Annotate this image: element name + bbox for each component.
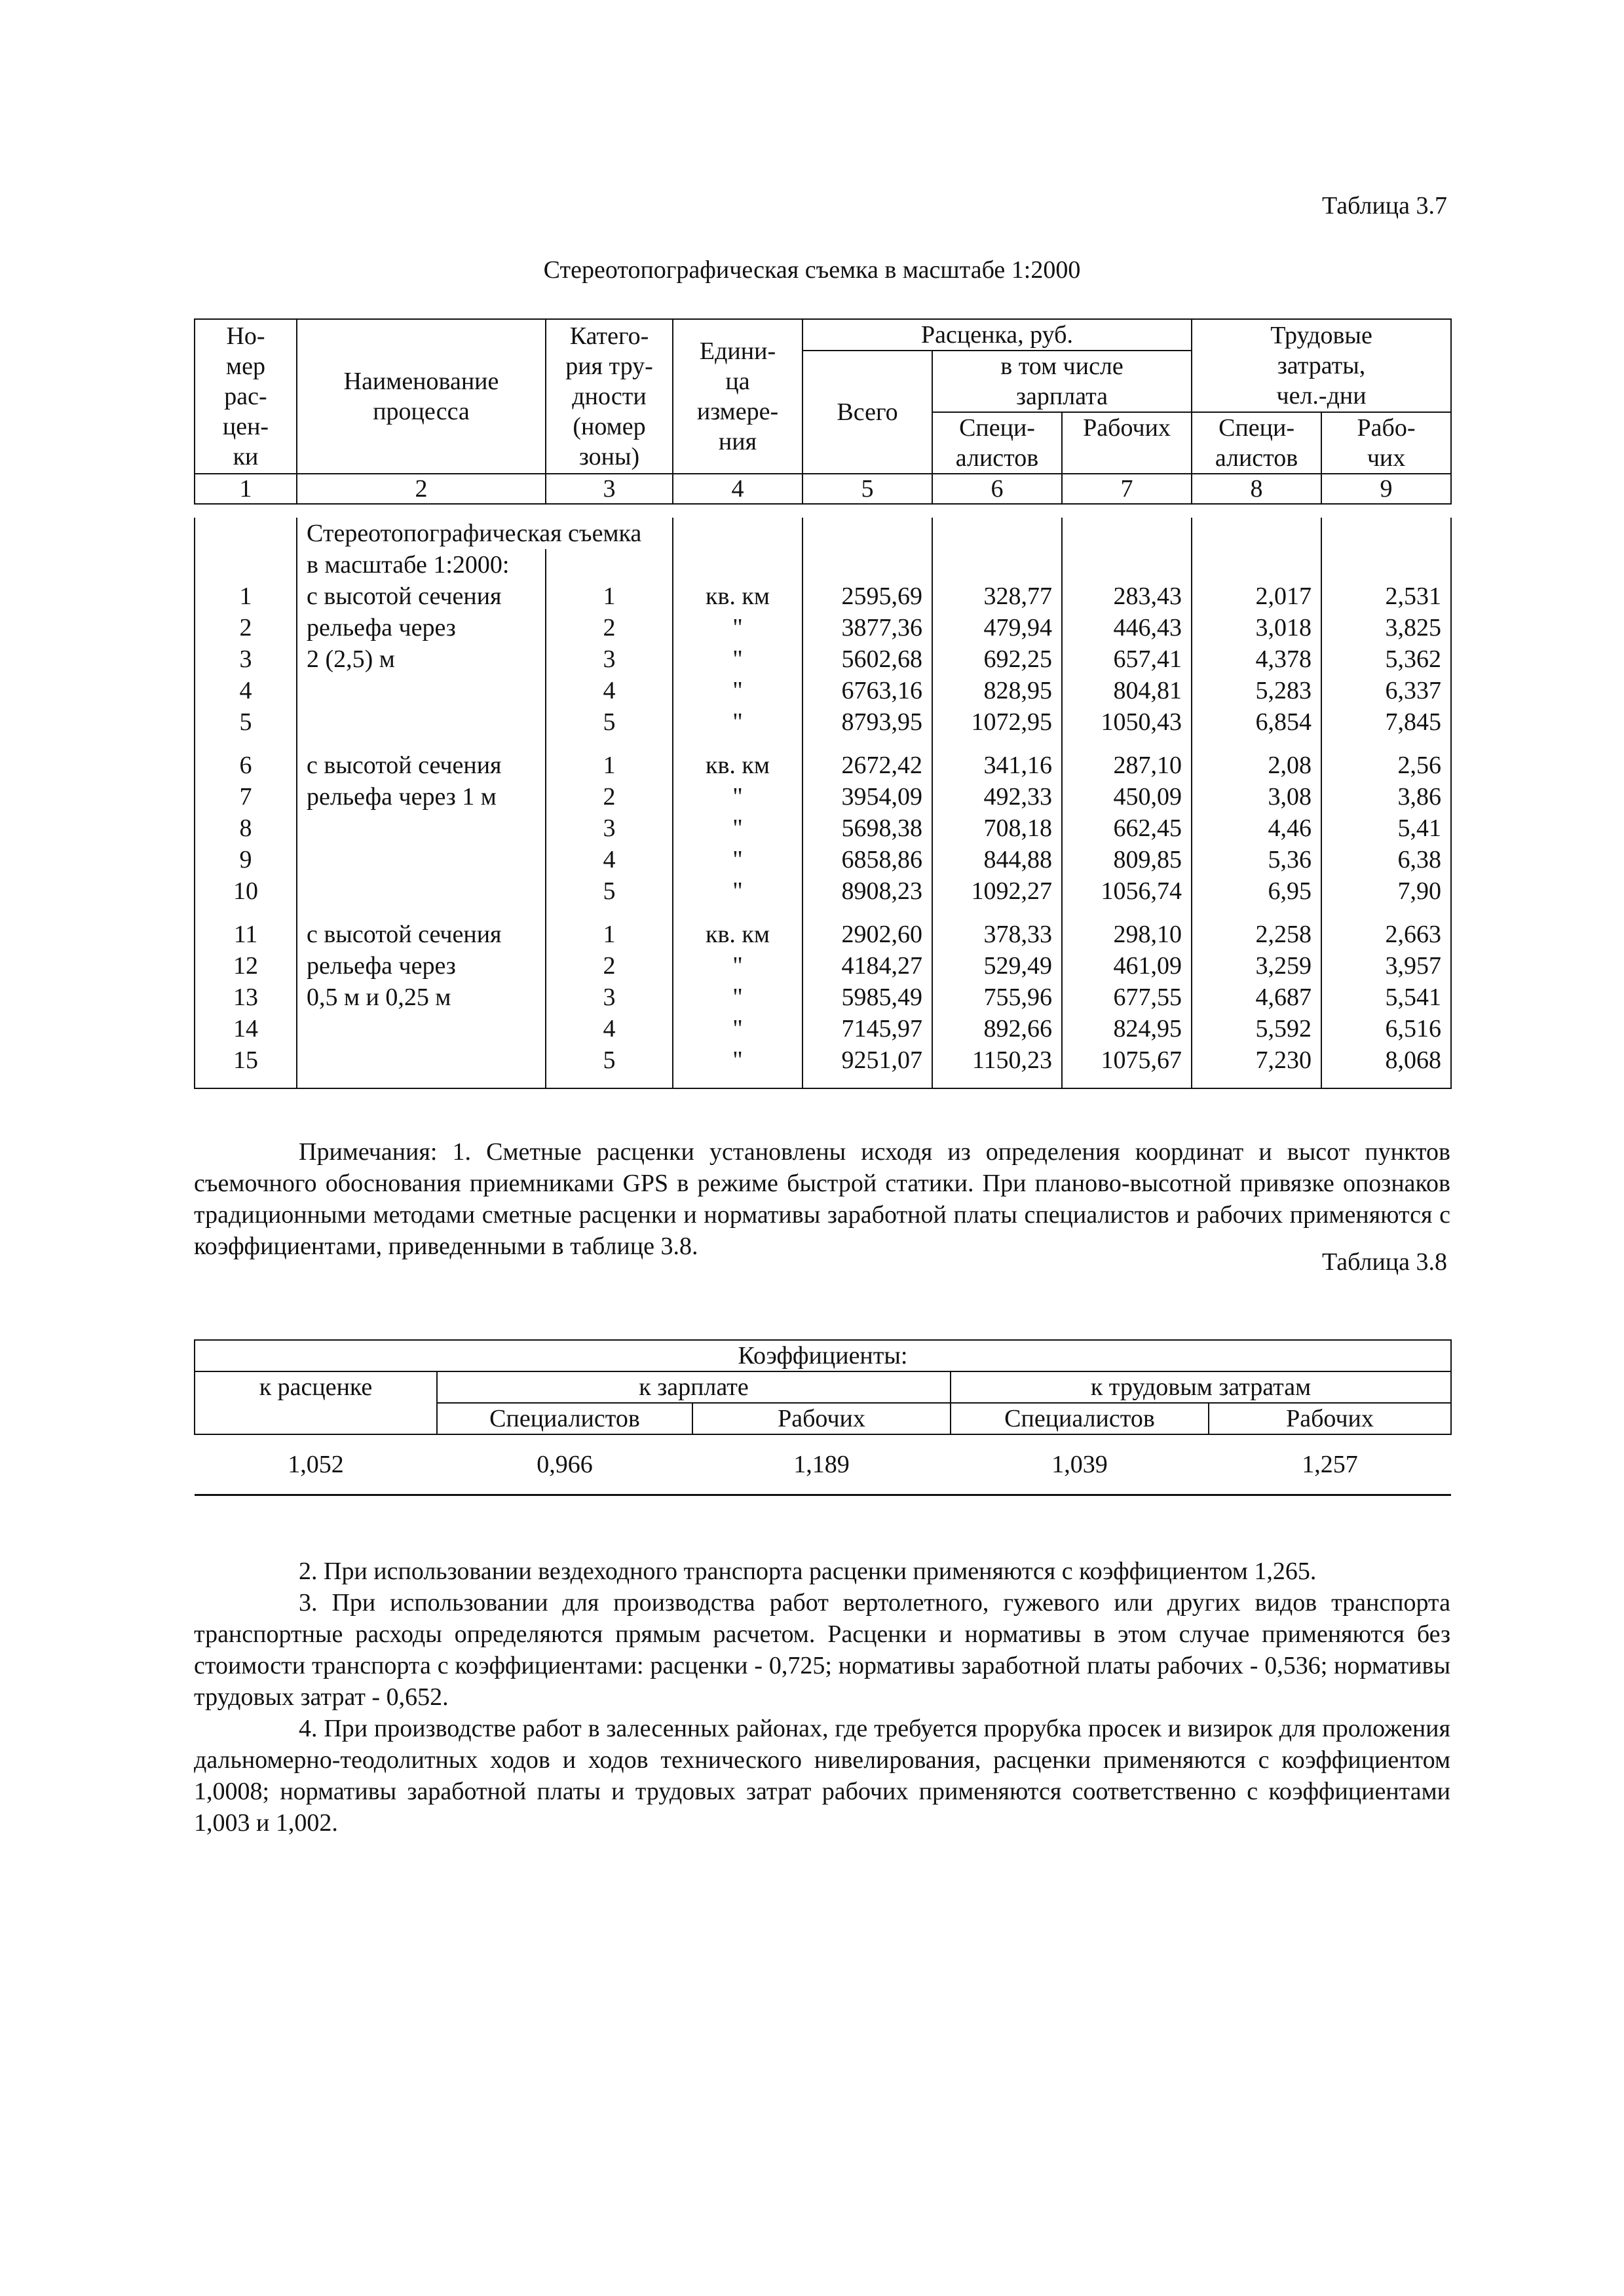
coefficient-value: 1,257 xyxy=(1209,1434,1451,1495)
rate-number-cell: 6 xyxy=(195,750,297,781)
header-specialists xyxy=(932,412,1062,474)
rate-number-cell: 4 xyxy=(195,675,297,706)
labor-workers-cell: 8,068 xyxy=(1321,1044,1451,1076)
header-labor-specialists xyxy=(1192,412,1321,474)
total-cost-cell: 5985,49 xyxy=(803,982,932,1013)
header-labor-workers: Рабочих xyxy=(1209,1403,1451,1434)
process-name-cell: 2 (2,5) м xyxy=(297,643,546,675)
category-cell: 1 xyxy=(546,750,673,781)
header-line: Специ- xyxy=(959,414,1035,442)
salary-workers-cell: 446,43 xyxy=(1062,612,1192,643)
column-number: 2 xyxy=(297,474,546,504)
column-number: 4 xyxy=(673,474,803,504)
salary-workers-cell: 824,95 xyxy=(1062,1013,1192,1044)
table-3-7-caption: Стереотопографическая съемка в масштабе 1:2000 xyxy=(543,256,1081,284)
unit-cell: " xyxy=(673,844,803,875)
salary-workers-cell: 657,41 xyxy=(1062,643,1192,675)
rate-number-cell: 1 xyxy=(195,581,297,612)
note-3: 3. При использовании для производства работ вертолетного, гужевого или других видов транспорта транспортные расходы определяются прямым расчетом. Расценки и нормативы в этом случае применяются без стоимости транспорта с коэффициентами: расценки - 0,725; нормативы заработной платы рабочих - 0,536; нормативы трудовых затрат - 0,652. xyxy=(194,1589,1450,1711)
intro-line: в масштабе 1:2000: xyxy=(297,549,546,581)
table-row xyxy=(195,675,1451,706)
salary-specialists-cell: 708,18 xyxy=(932,813,1062,844)
table-row xyxy=(195,875,1451,907)
labor-workers-cell: 5,541 xyxy=(1321,982,1451,1013)
header-line: измере- xyxy=(696,398,779,425)
header-line: Трудовые xyxy=(1270,322,1372,349)
labor-workers-cell: 7,90 xyxy=(1321,875,1451,907)
header-process-name xyxy=(297,319,546,474)
salary-specialists-cell: 692,25 xyxy=(932,643,1062,675)
rate-number-cell: 14 xyxy=(195,1013,297,1044)
header-workers: Рабочих xyxy=(1062,412,1192,474)
table-row xyxy=(195,982,1451,1013)
header-line: (номер xyxy=(573,413,646,440)
table-row xyxy=(195,706,1451,738)
salary-specialists-cell: 378,33 xyxy=(932,919,1062,950)
coefficient-value: 0,966 xyxy=(437,1434,692,1495)
table-row xyxy=(195,919,1451,950)
total-cost-cell: 8908,23 xyxy=(803,875,932,907)
process-name-cell: рельефа через xyxy=(297,612,546,643)
unit-cell: кв. км xyxy=(673,919,803,950)
header-line: рас- xyxy=(224,383,267,410)
salary-workers-cell: 677,55 xyxy=(1062,982,1192,1013)
category-cell: 4 xyxy=(546,675,673,706)
labor-specialists-cell: 6,854 xyxy=(1192,706,1321,738)
unit-cell: " xyxy=(673,1044,803,1076)
spacer-row xyxy=(195,504,1451,518)
column-number: 3 xyxy=(546,474,673,504)
header-line: рия тру- xyxy=(565,353,653,380)
salary-specialists-cell: 1150,23 xyxy=(932,1044,1062,1076)
table-3-7-data xyxy=(195,581,1451,1088)
intro-line: Стереотопографическая съемка xyxy=(297,518,673,549)
spacer-row xyxy=(195,907,1451,919)
table-row xyxy=(195,844,1451,875)
rate-number-cell: 10 xyxy=(195,875,297,907)
table-row xyxy=(195,1044,1451,1076)
header-unit xyxy=(673,319,803,474)
rate-number-cell: 3 xyxy=(195,643,297,675)
table-row xyxy=(195,813,1451,844)
process-name-cell: рельефа через xyxy=(297,950,546,982)
category-cell: 3 xyxy=(546,643,673,675)
total-cost-cell: 5698,38 xyxy=(803,813,932,844)
total-cost-cell: 2595,69 xyxy=(803,581,932,612)
total-cost-cell: 6763,16 xyxy=(803,675,932,706)
header-to-rate: к расценке xyxy=(195,1371,437,1434)
spacer-row xyxy=(195,1076,1451,1088)
salary-specialists-cell: 1092,27 xyxy=(932,875,1062,907)
total-cost-cell: 3877,36 xyxy=(803,612,932,643)
header-line: чих xyxy=(1367,444,1406,472)
unit-cell: " xyxy=(673,781,803,813)
process-name-cell xyxy=(297,675,546,706)
header-to-labor: к трудовым затратам xyxy=(951,1371,1451,1403)
process-name-cell xyxy=(297,875,546,907)
salary-workers-cell: 1050,43 xyxy=(1062,706,1192,738)
rate-number-cell: 8 xyxy=(195,813,297,844)
labor-specialists-cell: 4,46 xyxy=(1192,813,1321,844)
rate-number-cell: 9 xyxy=(195,844,297,875)
notes-continued xyxy=(194,1556,1450,1839)
header-labor xyxy=(1192,319,1451,412)
salary-specialists-cell: 492,33 xyxy=(932,781,1062,813)
spacer-row xyxy=(195,738,1451,750)
note-1 xyxy=(194,1136,1450,1262)
unit-cell: " xyxy=(673,982,803,1013)
intro-row xyxy=(195,518,1451,549)
labor-workers-cell: 3,957 xyxy=(1321,950,1451,982)
coefficient-value: 1,039 xyxy=(951,1434,1209,1495)
header-line: процесса xyxy=(373,398,470,425)
category-cell: 5 xyxy=(546,1044,673,1076)
labor-workers-cell: 6,516 xyxy=(1321,1013,1451,1044)
table-3-7-header xyxy=(195,319,1451,474)
process-name-cell xyxy=(297,844,546,875)
header-line: Специ- xyxy=(1218,414,1294,442)
header-line: чел.-дни xyxy=(1276,382,1367,410)
header-line: затраты, xyxy=(1277,352,1366,379)
header-line: цен- xyxy=(222,413,269,440)
total-cost-cell: 6858,86 xyxy=(803,844,932,875)
rate-number-cell: 15 xyxy=(195,1044,297,1076)
category-cell: 4 xyxy=(546,1013,673,1044)
labor-specialists-cell: 2,258 xyxy=(1192,919,1321,950)
salary-workers-cell: 461,09 xyxy=(1062,950,1192,982)
coefficients-row xyxy=(195,1434,1451,1495)
process-name-cell xyxy=(297,813,546,844)
header-line: алистов xyxy=(1215,444,1298,472)
labor-workers-cell: 2,56 xyxy=(1321,750,1451,781)
header-rate: Расценка, руб. xyxy=(803,319,1192,351)
salary-workers-cell: 287,10 xyxy=(1062,750,1192,781)
table-row xyxy=(195,581,1451,612)
header-line: алистов xyxy=(955,444,1039,472)
table-3-7-body xyxy=(195,474,1451,581)
header-line: ки xyxy=(233,443,259,470)
rate-number-cell: 2 xyxy=(195,612,297,643)
process-name-cell: с высотой сечения xyxy=(297,581,546,612)
labor-workers-cell: 5,362 xyxy=(1321,643,1451,675)
note-2: 2. При использовании вездеходного транспорта расценки применяются с коэффициентом 1,265. xyxy=(299,1558,1317,1585)
salary-workers-cell: 1075,67 xyxy=(1062,1044,1192,1076)
header-line: дности xyxy=(572,383,647,410)
salary-specialists-cell: 892,66 xyxy=(932,1013,1062,1044)
header-salary-specialists: Специалистов xyxy=(437,1403,692,1434)
intro-row xyxy=(195,549,1451,581)
labor-specialists-cell: 3,259 xyxy=(1192,950,1321,982)
table-row xyxy=(195,1013,1451,1044)
labor-specialists-cell: 3,018 xyxy=(1192,612,1321,643)
header-line: Едини- xyxy=(699,337,776,365)
process-name-cell xyxy=(297,1044,546,1076)
total-cost-cell: 9251,07 xyxy=(803,1044,932,1076)
salary-workers-cell: 804,81 xyxy=(1062,675,1192,706)
labor-specialists-cell: 4,378 xyxy=(1192,643,1321,675)
header-total: Всего xyxy=(803,351,932,474)
table-3-7 xyxy=(194,318,1452,1089)
column-number: 5 xyxy=(803,474,932,504)
coefficient-value: 1,189 xyxy=(692,1434,951,1495)
salary-specialists-cell: 328,77 xyxy=(932,581,1062,612)
total-cost-cell: 4184,27 xyxy=(803,950,932,982)
header-category xyxy=(546,319,673,474)
category-cell: 2 xyxy=(546,781,673,813)
labor-workers-cell: 3,825 xyxy=(1321,612,1451,643)
category-cell: 4 xyxy=(546,844,673,875)
unit-cell: " xyxy=(673,813,803,844)
rate-number-cell: 12 xyxy=(195,950,297,982)
process-name-cell xyxy=(297,706,546,738)
header-line: мер xyxy=(226,353,265,380)
labor-workers-cell: 2,663 xyxy=(1321,919,1451,950)
table-row xyxy=(195,950,1451,982)
header-rate-number xyxy=(195,319,297,474)
salary-specialists-cell: 1072,95 xyxy=(932,706,1062,738)
total-cost-cell: 2672,42 xyxy=(803,750,932,781)
coefficient-value: 1,052 xyxy=(195,1434,437,1495)
unit-cell: " xyxy=(673,1013,803,1044)
labor-workers-cell: 7,845 xyxy=(1321,706,1451,738)
labor-specialists-cell: 5,592 xyxy=(1192,1013,1321,1044)
salary-specialists-cell: 341,16 xyxy=(932,750,1062,781)
header-line: зарплата xyxy=(1016,383,1108,410)
labor-workers-cell: 3,86 xyxy=(1321,781,1451,813)
unit-cell: " xyxy=(673,643,803,675)
salary-specialists-cell: 828,95 xyxy=(932,675,1062,706)
total-cost-cell: 3954,09 xyxy=(803,781,932,813)
coefficients-title: Коэффициенты: xyxy=(195,1340,1451,1371)
table-3-7-label: Таблица 3.7 xyxy=(1321,192,1447,220)
process-name-cell xyxy=(297,1013,546,1044)
total-cost-cell: 8793,95 xyxy=(803,706,932,738)
rate-number-cell: 11 xyxy=(195,919,297,950)
header-labor-specialists: Специалистов xyxy=(951,1403,1209,1434)
labor-workers-cell: 6,38 xyxy=(1321,844,1451,875)
unit-cell: " xyxy=(673,612,803,643)
column-number: 1 xyxy=(195,474,297,504)
column-number: 6 xyxy=(932,474,1062,504)
unit-cell: кв. км xyxy=(673,581,803,612)
category-cell: 1 xyxy=(546,581,673,612)
process-name-cell: с высотой сечения xyxy=(297,919,546,950)
category-cell: 3 xyxy=(546,813,673,844)
category-cell: 2 xyxy=(546,612,673,643)
labor-workers-cell: 6,337 xyxy=(1321,675,1451,706)
table-row xyxy=(195,643,1451,675)
column-number-row xyxy=(195,474,1451,504)
labor-specialists-cell: 2,017 xyxy=(1192,581,1321,612)
labor-workers-cell: 5,41 xyxy=(1321,813,1451,844)
rate-number-cell: 7 xyxy=(195,781,297,813)
labor-specialists-cell: 2,08 xyxy=(1192,750,1321,781)
column-number: 8 xyxy=(1192,474,1321,504)
unit-cell: " xyxy=(673,675,803,706)
total-cost-cell: 7145,97 xyxy=(803,1013,932,1044)
header-to-salary: к зарплате xyxy=(437,1371,951,1403)
header-line: Рабо- xyxy=(1357,414,1416,442)
unit-cell: " xyxy=(673,706,803,738)
rate-number-cell: 5 xyxy=(195,706,297,738)
category-cell: 1 xyxy=(546,919,673,950)
unit-cell: кв. км xyxy=(673,750,803,781)
category-cell: 5 xyxy=(546,706,673,738)
table-row xyxy=(195,612,1451,643)
salary-specialists-cell: 755,96 xyxy=(932,982,1062,1013)
header-line: ца xyxy=(725,368,750,395)
header-line: зоны) xyxy=(578,443,640,470)
total-cost-cell: 5602,68 xyxy=(803,643,932,675)
header-including-salary xyxy=(932,351,1192,412)
labor-specialists-cell: 5,36 xyxy=(1192,844,1321,875)
note-1-text: Примечания: 1. Сметные расценки установлены исходя из определения координат и высот пунктов съемочного обоснования приемниками GPS в режиме быстрой статики. При планово-высотной привязке опознаков традиционными методами сметные расценки и нормативы заработной платы специалистов и рабочих применяются с коэффициентами, приведенными в таблице 3.8. xyxy=(194,1138,1450,1260)
salary-workers-cell: 298,10 xyxy=(1062,919,1192,950)
labor-specialists-cell: 7,230 xyxy=(1192,1044,1321,1076)
table-3-8-label: Таблица 3.8 xyxy=(1321,1248,1447,1276)
salary-workers-cell: 809,85 xyxy=(1062,844,1192,875)
category-cell: 2 xyxy=(546,950,673,982)
note-4: 4. При производстве работ в залесенных районах, где требуется прорубка просек и визирок для проложения дальномерно-теодолитных ходов и ходов технического нивелирования, расценки применяются с коэффициентом 1,0008; нормативы заработной платы и трудовых затрат рабочих применяются соответственно с коэффициентами 1,003 и 1,002. xyxy=(194,1715,1450,1837)
salary-workers-cell: 450,09 xyxy=(1062,781,1192,813)
salary-specialists-cell: 844,88 xyxy=(932,844,1062,875)
labor-specialists-cell: 4,687 xyxy=(1192,982,1321,1013)
salary-specialists-cell: 479,94 xyxy=(932,612,1062,643)
table-row xyxy=(195,750,1451,781)
salary-workers-cell: 662,45 xyxy=(1062,813,1192,844)
labor-workers-cell: 2,531 xyxy=(1321,581,1451,612)
column-number: 9 xyxy=(1321,474,1451,504)
process-name-cell: рельефа через 1 м xyxy=(297,781,546,813)
column-number: 7 xyxy=(1062,474,1192,504)
unit-cell: " xyxy=(673,875,803,907)
salary-workers-cell: 283,43 xyxy=(1062,581,1192,612)
header-labor-workers xyxy=(1321,412,1451,474)
process-name-cell: 0,5 м и 0,25 м xyxy=(297,982,546,1013)
header-salary-workers: Рабочих xyxy=(692,1403,951,1434)
category-cell: 3 xyxy=(546,982,673,1013)
header-line: в том числе xyxy=(1000,353,1124,380)
header-line: Катего- xyxy=(569,322,649,350)
labor-specialists-cell: 3,08 xyxy=(1192,781,1321,813)
labor-specialists-cell: 6,95 xyxy=(1192,875,1321,907)
table-row xyxy=(195,781,1451,813)
process-name-cell: с высотой сечения xyxy=(297,750,546,781)
unit-cell: " xyxy=(673,950,803,982)
salary-workers-cell: 1056,74 xyxy=(1062,875,1192,907)
header-line: ния xyxy=(718,428,757,455)
header-line: Наименование xyxy=(343,368,499,395)
table-3-8-header xyxy=(195,1340,1451,1434)
salary-specialists-cell: 529,49 xyxy=(932,950,1062,982)
header-line: Но- xyxy=(226,322,265,350)
category-cell: 5 xyxy=(546,875,673,907)
rate-number-cell: 13 xyxy=(195,982,297,1013)
table-3-8 xyxy=(194,1339,1452,1496)
labor-specialists-cell: 5,283 xyxy=(1192,675,1321,706)
total-cost-cell: 2902,60 xyxy=(803,919,932,950)
